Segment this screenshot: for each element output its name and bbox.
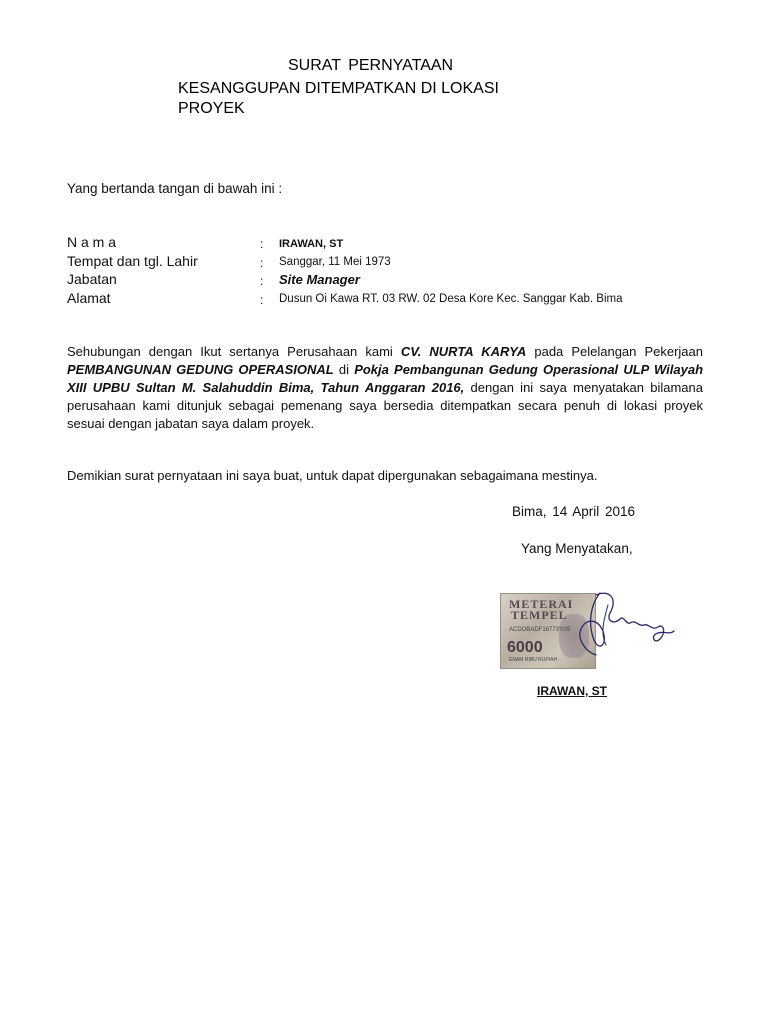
field-label-nama: N a m a <box>67 234 117 250</box>
handwritten-signature <box>560 585 680 665</box>
field-colon: : <box>260 274 264 288</box>
field-colon: : <box>260 256 264 270</box>
project-name: PEMBANGUNAN GEDUNG OPERASIONAL <box>67 362 334 377</box>
field-colon: : <box>260 293 264 307</box>
field-label-jabatan: Jabatan <box>67 271 117 287</box>
field-colon: : <box>260 237 264 251</box>
paragraph-text: dengan ini saya menyatakan bilamana perusahaan kami ditunjuk sebagai pemenang saya bersedia ditempatkan secara penuh di lokasi proyek sesuai dengan jabatan saya dalam proyek. <box>67 380 704 431</box>
statement-paragraph <box>67 343 703 433</box>
paragraph-text: Sehubungan dengan Ikut sertanya Perusahaan kami <box>67 344 401 359</box>
field-value-ttl: Sanggar, 11 Mei 1973 <box>279 256 391 268</box>
closing-text: Demikian surat pernyataan ini saya buat, untuk dapat dipergunakan sebagaimana mestinya. <box>67 468 598 483</box>
stamp-amount: 6000 <box>507 639 543 656</box>
paragraph-text: pada Pelelangan Pekerjaan <box>526 344 703 359</box>
pokja-name: Pokja Pembangunan Gedung Operasional ULP Wilayah XIII UPBU Sultan M. Salahuddin Bima, Tahun Anggaran 2016, <box>67 362 704 395</box>
doc-title-line2: KESANGGUPAN DITEMPATKAN DI LOKASI <box>178 80 499 97</box>
doc-title-line1: SURAT PERNYATAAN <box>288 57 454 74</box>
stamp-text-line2: TEMPEL <box>511 608 568 622</box>
field-value-alamat: Dusun Oi Kawa RT. 03 RW. 02 Desa Kore Kec. Sanggar Kab. Bima <box>279 293 623 305</box>
field-label-ttl: Tempat dan tgl. Lahir <box>67 253 198 269</box>
field-value-nama: IRAWAN, ST <box>279 238 344 250</box>
field-label-alamat: Alamat <box>67 290 111 306</box>
stamp-text-line1: METERAI <box>509 597 574 611</box>
doc-title-line3: PROYEK <box>178 100 245 117</box>
stamp-serial: ACDOBADF16773'009 <box>509 627 571 633</box>
paragraph-text: di <box>333 362 355 377</box>
stamp-amount-words: ENAM RIBU RUPIAH <box>509 657 558 663</box>
declarant-label: Yang Menyatakan, <box>521 541 633 556</box>
signer-name: IRAWAN, ST <box>537 684 608 698</box>
intro-text: Yang bertanda tangan di bawah ini : <box>67 181 283 196</box>
place-date: Bima, 14 April 2016 <box>512 504 636 519</box>
field-value-jabatan: Site Manager <box>279 272 360 287</box>
company-name: CV. NURTA KARYA <box>400 344 527 359</box>
